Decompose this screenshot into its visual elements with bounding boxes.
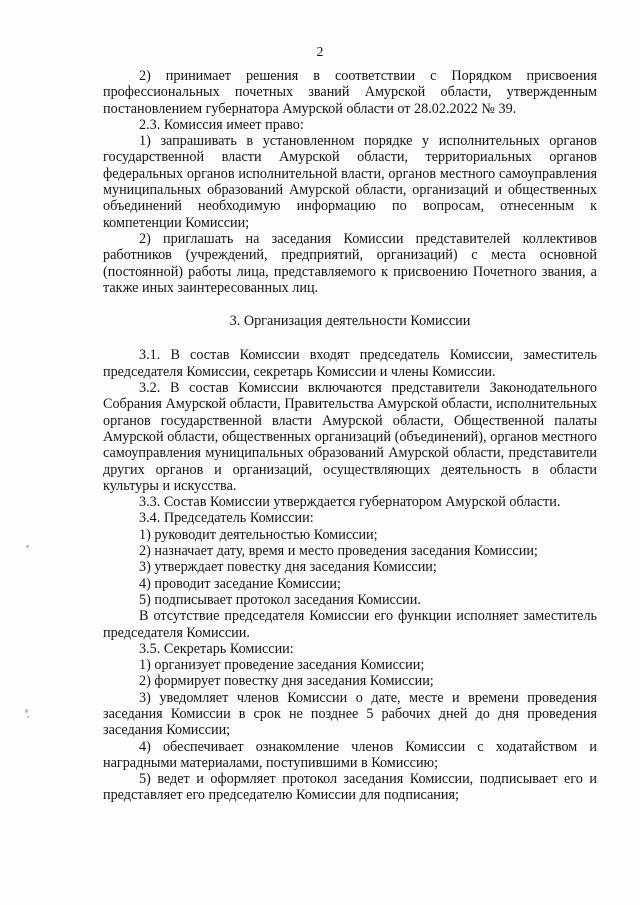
- paragraph: 2) приглашать на заседания Комиссии представителей коллективов работников (учреждений, предприятий, организаций) с места основной (постоянной) работы лица, представляемого к присвоению Почетного звания, а также иных заинтересованных лиц.: [103, 230, 597, 296]
- paragraph: 3.2. В состав Комиссии включаются представители Законодательного Собрания Амурской области, Правительства Амурской области, исполнительных органов государственной власти Амурской области, Общественной палаты Амурской области, общественных организаций (объединений), органов местного самоуправления муниципальных образований Амурской области, представители других органов и организаций, осуществляющих деятельность в области культуры и искусства.: [103, 380, 597, 494]
- paragraph: 1) организует проведение заседания Комиссии;: [139, 657, 425, 674]
- scan-speck: [27, 716, 29, 718]
- scan-speck: [25, 709, 28, 713]
- paragraph: 1) запрашивать в установленном порядке у исполнительных органов государственной власти Амурской области, территориальных органов федеральных органов исполнительной власти, органов местного самоуправления муниципальных образований Амурской области, организаций и общественных объединений необходимую информацию по вопросам, отнесенным к компетенции Комиссии;: [103, 133, 597, 231]
- paragraph: 2) назначает дату, время и место проведения заседания Комиссии;: [139, 543, 538, 560]
- paragraph: 3) уведомляет членов Комиссии о дате, месте и времени проведения заседания Комиссии в срок не позднее 5 рабочих дней до дня проведения заседания Комиссии;: [103, 689, 597, 739]
- paragraph: 2) формирует повестку дня заседания Комиссии;: [139, 673, 434, 690]
- paragraph: 3.1. В состав Комиссии входят председатель Комиссии, заместитель председателя Комиссии, секретарь Комиссии и члены Комиссии.: [103, 347, 597, 380]
- paragraph: 4) обеспечивает ознакомление членов Комиссии с ходатайством и наградными материалами, поступившими в Комиссию;: [103, 738, 597, 771]
- paragraph: 3.5. Секретарь Комиссии:: [139, 640, 294, 657]
- paragraph: 3.4. Председатель Комиссии:: [139, 510, 314, 527]
- paragraph: 3.3. Состав Комиссии утверждается губернатором Амурской области.: [139, 494, 561, 511]
- paragraph: В отсутствие председателя Комиссии его функции исполняет заместитель председателя Комиссии.: [103, 608, 597, 641]
- scan-speck: [26, 545, 29, 548]
- paragraph: 2) принимает решения в соответствии с Порядком присвоения профессиональных почетных званий Амурской области, утвержденным постановлением губернатора Амурской области от 28.02.2022 № 39.: [103, 68, 597, 117]
- page-number: 2: [316, 44, 324, 59]
- paragraph: 5) подписывает протокол заседания Комиссии.: [139, 591, 421, 608]
- paragraph: 5) ведет и оформляет протокол заседания Комиссии, подписывает его и представляет его председателю Комиссии для подписания;: [103, 771, 597, 804]
- paragraph: 4) проводит заседание Комиссии;: [139, 575, 341, 592]
- document-body: [103, 68, 597, 804]
- paragraph: 3) утверждает повестку дня заседания Комиссии;: [139, 559, 437, 576]
- section-heading: 3. Организация деятельности Комиссии: [229, 313, 471, 330]
- paragraphs-after-heading: [103, 347, 597, 803]
- paragraphs-before-heading: [103, 68, 597, 296]
- paragraph: 2.3. Комиссия имеет право:: [139, 116, 304, 133]
- paragraph: 1) руководит деятельностью Комиссии;: [139, 526, 378, 543]
